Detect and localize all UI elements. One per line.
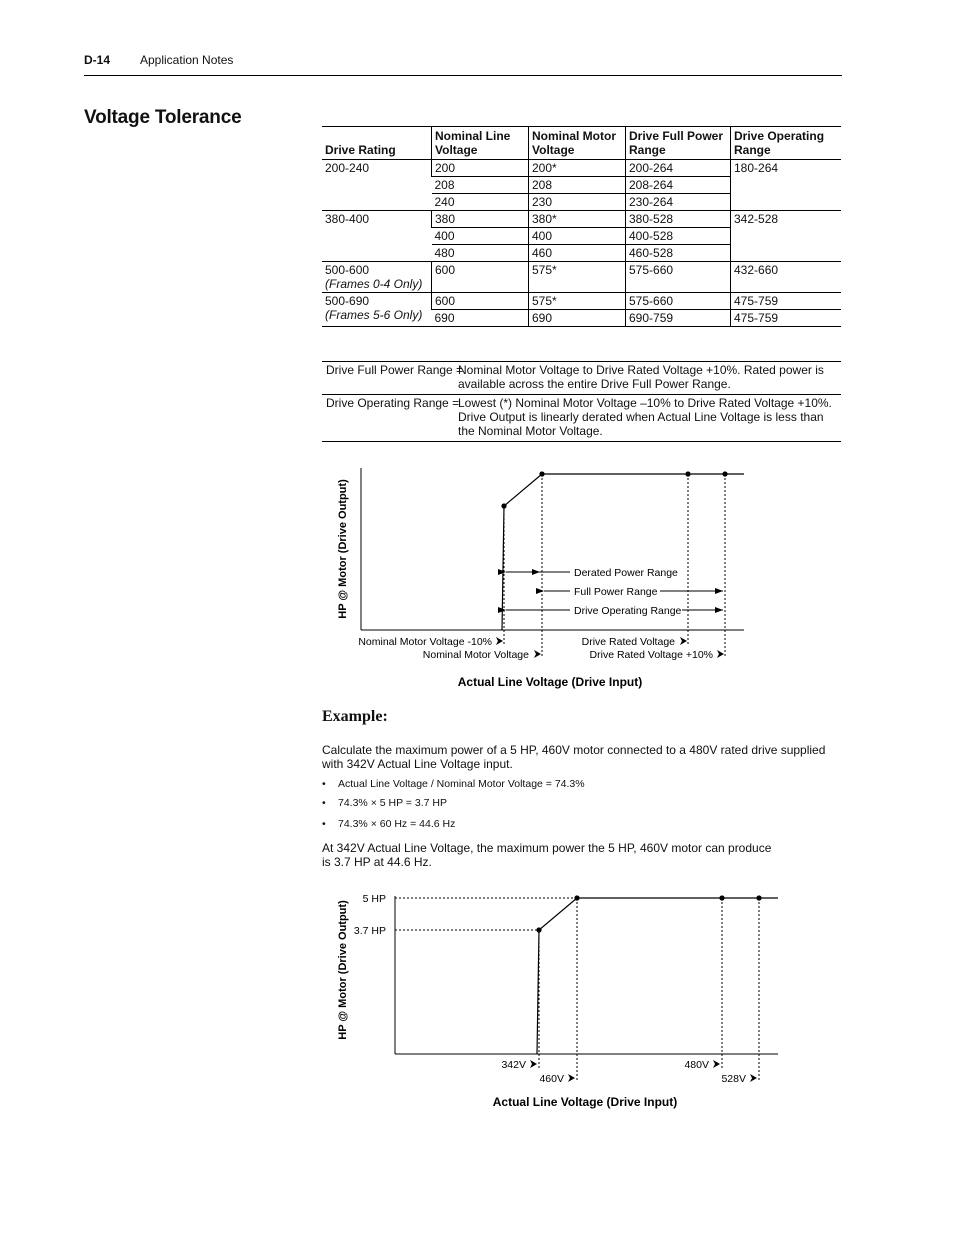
cell: 460 <box>529 245 626 262</box>
example-conclusion: At 342V Actual Line Voltage, the maximum power the 5 HP, 460V motor can produce is 3.7 HP at 44.6 Hz. <box>322 841 772 869</box>
x-marker-480v: 480V <box>684 1059 709 1071</box>
marker-label-rated: Drive Rated Voltage <box>581 636 675 648</box>
table-row <box>322 160 841 177</box>
power-curve <box>537 898 778 1054</box>
rating-note: (Frames 0-4 Only) <box>325 277 423 291</box>
cell: 380 <box>432 211 529 228</box>
page-title: Voltage Tolerance <box>84 107 242 128</box>
rating-value: 500-600 <box>325 263 370 277</box>
cell: 200 <box>432 160 529 177</box>
col-nominal-motor-voltage: Nominal Motor Voltage <box>529 127 626 160</box>
definition-text: Lowest (*) Nominal Motor Voltage –10% to Drive Rated Voltage +10%. Drive Output is linearly derated when Actual Line Voltage is less than the Nominal Motor Voltage. <box>458 396 832 438</box>
bullet-icon: • <box>322 778 326 790</box>
section-title: Application Notes <box>140 53 234 67</box>
definition-full-power <box>322 363 841 391</box>
table-row <box>322 262 841 293</box>
col-nominal-line-voltage: Nominal Line Voltage <box>432 127 529 160</box>
rating-note: (Frames 5-6 Only) <box>325 308 423 322</box>
cell: 208 <box>432 177 529 194</box>
full-range-label: Full Power Range <box>574 586 658 598</box>
voltage-range-diagram <box>322 462 762 698</box>
definition-text: Nominal Motor Voltage to Drive Rated Voltage +10%. Rated power is available across the entire Drive Full Power Range. <box>458 363 824 391</box>
cell: 690 <box>529 310 626 327</box>
cell: 230-264 <box>626 194 731 211</box>
cell: 690-759 <box>626 310 731 327</box>
example-heading: Example: <box>322 708 388 725</box>
cell: 380-528 <box>626 211 731 228</box>
x-axis-label: Actual Line Voltage (Drive Input) <box>492 1095 678 1109</box>
example-intro: Calculate the maximum power of a 5 HP, 460V motor connected to a 480V rated drive supplied with 342V Actual Line Voltage input. <box>322 743 826 771</box>
cell: 575-660 <box>626 293 731 310</box>
cell: 460-528 <box>626 245 731 262</box>
y-axis-label: HP @ Motor (Drive Output) <box>337 479 349 619</box>
col-drive-operating-range: Drive Operating Range <box>731 127 842 160</box>
bullet-text: Actual Line Voltage / Nominal Motor Voltage = 74.3% <box>338 778 585 790</box>
marker-label-nominal-minus: Nominal Motor Voltage -10% <box>358 636 492 648</box>
marker-label-rated-plus: Drive Rated Voltage +10% <box>589 649 713 661</box>
col-drive-full-power-range: Drive Full Power Range <box>626 127 731 160</box>
table-row <box>322 293 841 310</box>
cell-rating: 380-400 <box>322 211 432 262</box>
definitions-bottom-rule <box>322 441 841 442</box>
cell-operating: 475-759 <box>731 310 842 327</box>
definition-label: Drive Operating Range = <box>326 396 460 410</box>
definitions-top-rule <box>322 361 841 362</box>
marker-arrow-icon <box>717 650 724 658</box>
cell: 575* <box>529 262 626 293</box>
cell-operating: 342-528 <box>731 211 842 262</box>
marker-arrow-icon <box>680 637 687 645</box>
derated-range-label: Derated Power Range <box>574 567 678 579</box>
bullet-text: 74.3% × 5 HP = 3.7 HP <box>338 797 447 809</box>
marker-arrow-icon <box>713 1060 720 1068</box>
marker-arrow-icon <box>534 650 541 658</box>
y-axis-label: HP @ Motor (Drive Output) <box>337 900 349 1040</box>
cell: 380* <box>529 211 626 228</box>
cell: 480 <box>432 245 529 262</box>
col-drive-rating: Drive Rating <box>322 127 432 160</box>
cell: 600 <box>432 262 529 293</box>
cell: 400 <box>529 228 626 245</box>
marker-arrow-icon <box>496 637 503 645</box>
table-header-row <box>322 127 841 160</box>
operating-range-label: Drive Operating Range <box>574 605 682 617</box>
x-marker-528v: 528V <box>721 1073 746 1085</box>
voltage-tolerance-table <box>322 126 841 327</box>
cell: 690 <box>432 310 529 327</box>
cell: 600 <box>432 293 529 310</box>
y-tick-5hp: 5 HP <box>362 893 386 905</box>
bullet-icon: • <box>322 797 326 809</box>
cell: 575* <box>529 293 626 310</box>
cell-rating <box>322 262 432 293</box>
cell: 208-264 <box>626 177 731 194</box>
x-marker-342v: 342V <box>501 1059 526 1071</box>
cell: 400 <box>432 228 529 245</box>
x-axis-label: Actual Line Voltage (Drive Input) <box>457 675 643 689</box>
cell: 200-264 <box>626 160 731 177</box>
marker-label-nominal: Nominal Motor Voltage <box>422 649 529 661</box>
example-voltage-diagram <box>322 884 792 1114</box>
cell-rating: 200-240 <box>322 160 432 211</box>
definitions-mid-rule <box>322 394 841 395</box>
definition-operating-range <box>322 396 841 438</box>
table-row <box>322 211 841 228</box>
rating-value: 500-690 <box>325 294 370 308</box>
definition-label: Drive Full Power Range = <box>326 363 464 377</box>
bullet-text: 74.3% × 60 Hz = 44.6 Hz <box>338 818 456 830</box>
header-rule <box>84 75 842 76</box>
x-marker-460v: 460V <box>539 1073 564 1085</box>
marker-arrow-icon <box>530 1060 537 1068</box>
cell-operating: 475-759 <box>731 293 842 310</box>
cell: 575-660 <box>626 262 731 293</box>
cell-rating <box>322 293 432 327</box>
cell: 400-528 <box>626 228 731 245</box>
y-tick-3-7hp: 3.7 HP <box>353 925 386 937</box>
page-number: D-14 <box>84 53 111 67</box>
cell: 230 <box>529 194 626 211</box>
cell: 240 <box>432 194 529 211</box>
cell-operating: 180-264 <box>731 160 842 211</box>
cell: 200* <box>529 160 626 177</box>
cell: 208 <box>529 177 626 194</box>
bullet-icon: • <box>322 818 326 830</box>
cell-operating: 432-660 <box>731 262 842 293</box>
marker-arrow-icon <box>750 1074 757 1082</box>
marker-arrow-icon <box>568 1074 575 1082</box>
